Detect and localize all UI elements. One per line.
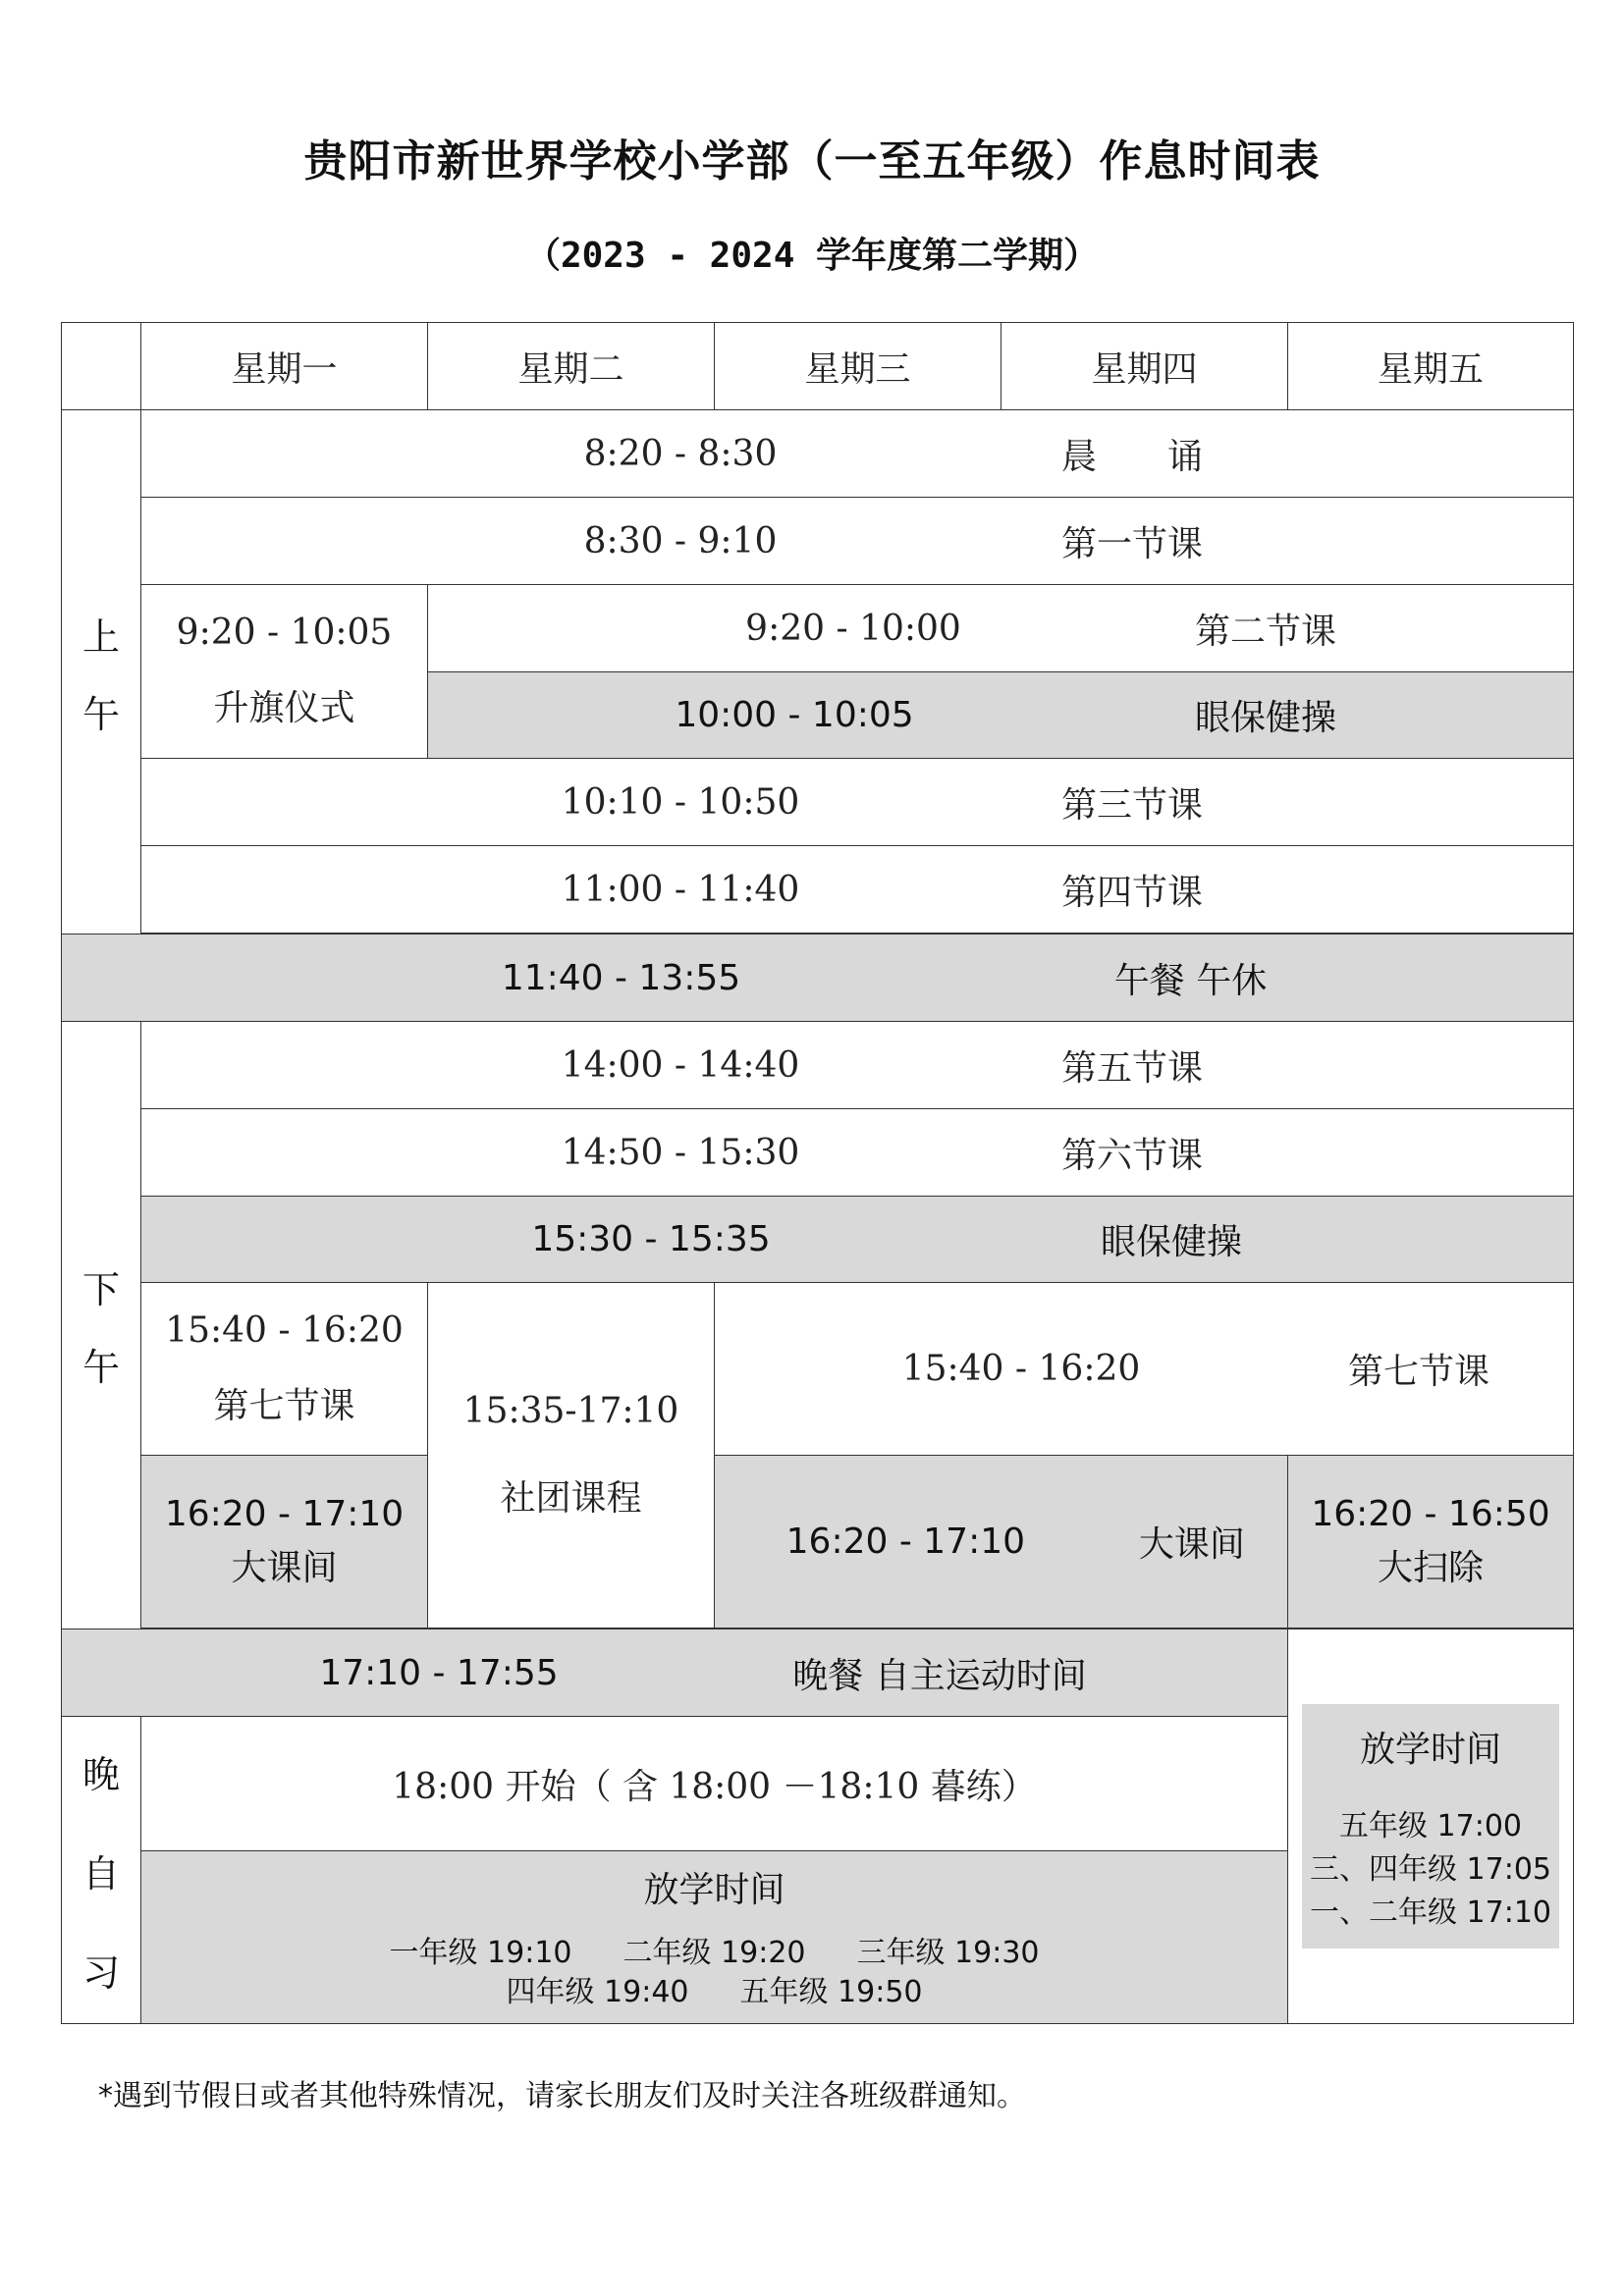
eye-exercise-morning-time: 10:00 - 10:05 bbox=[675, 695, 914, 735]
schedule-table bbox=[61, 322, 1574, 2024]
eye-exercise-afternoon-time: 15:30 - 15:35 bbox=[531, 1219, 771, 1259]
dinner-name: 晚餐 自主运动时间 bbox=[792, 1655, 1087, 1696]
club-course-time: 15:35-17:10 bbox=[462, 1390, 679, 1431]
header-corner-cell bbox=[62, 323, 141, 410]
evening-label-char: 晚 bbox=[81, 1752, 120, 1796]
period1-name: 第一节课 bbox=[1060, 523, 1203, 564]
morning-label-cell bbox=[62, 410, 141, 934]
period3-row bbox=[141, 759, 1574, 846]
period7-name: 第七节课 bbox=[1347, 1352, 1489, 1392]
period2-name: 第二节课 bbox=[1194, 611, 1336, 652]
period5-name: 第五节课 bbox=[1060, 1047, 1203, 1089]
friday-cleaning-time: 16:20 - 16:50 bbox=[1311, 1493, 1550, 1534]
monday-break-name: 大课间 bbox=[231, 1547, 338, 1588]
period7-row bbox=[715, 1283, 1574, 1456]
footnote: *遇到节假日或者其他特殊情况，请家长朋友们及时关注各班级群通知。 bbox=[98, 2079, 1026, 2113]
period4-row bbox=[141, 846, 1574, 934]
page-title: 贵阳市新世界学校小学部（一至五年级）作息时间表 bbox=[303, 136, 1321, 187]
period6-time: 14:50 - 15:30 bbox=[561, 1132, 800, 1173]
period6-row bbox=[141, 1109, 1574, 1197]
eye-exercise-morning-row bbox=[428, 672, 1574, 759]
evening-start-row bbox=[141, 1717, 1288, 1851]
page-subtitle: （2023 - 2024 学年度第二学期） bbox=[524, 236, 1100, 276]
evening-dismissal-item: 一年级 19:10 bbox=[389, 1936, 572, 1970]
header-row bbox=[62, 323, 1574, 410]
friday-dismissal-line: 三、四年级 17:05 bbox=[1310, 1852, 1551, 1887]
dinner-row bbox=[62, 1629, 1288, 1717]
period4-name: 第四节课 bbox=[1060, 872, 1203, 913]
dinner-time: 17:10 - 17:55 bbox=[319, 1652, 559, 1693]
period6-name: 第六节课 bbox=[1060, 1135, 1203, 1176]
break-name: 大课间 bbox=[1138, 1524, 1245, 1565]
club-course-cell bbox=[428, 1283, 715, 1629]
monday-period7-time: 15:40 - 16:20 bbox=[165, 1309, 404, 1351]
eye-exercise-afternoon-row bbox=[141, 1197, 1574, 1283]
evening-dismissal-cell bbox=[141, 1851, 1288, 2024]
evening-dismissal-item: 三年级 19:30 bbox=[856, 1936, 1040, 1970]
period2-time: 9:20 - 10:00 bbox=[745, 608, 961, 649]
flag-ceremony-name: 升旗仪式 bbox=[213, 688, 355, 728]
friday-dismissal-title: 放学时间 bbox=[1359, 1730, 1501, 1770]
monday-period7-cell bbox=[141, 1283, 428, 1456]
header-thursday: 星期四 bbox=[1001, 323, 1288, 410]
club-course-name: 社团课程 bbox=[500, 1477, 642, 1519]
header-monday: 星期一 bbox=[141, 323, 428, 410]
flag-ceremony-cell bbox=[141, 585, 428, 759]
monday-break-cell bbox=[141, 1456, 428, 1629]
lunch-time: 11:40 - 13:55 bbox=[501, 957, 741, 998]
evening-start-text: 18:00 开始（ 含 18:00 －18:10 暮练） bbox=[392, 1766, 1037, 1807]
header-friday: 星期五 bbox=[1288, 323, 1574, 410]
friday-dismissal-line: 一、二年级 17:10 bbox=[1310, 1896, 1551, 1930]
friday-dismissal-cell bbox=[1288, 1629, 1574, 2024]
friday-dismissal-line: 五年级 17:00 bbox=[1339, 1809, 1522, 1843]
evening-dismissal-item: 二年级 19:20 bbox=[623, 1936, 806, 1970]
morning-label-bottom: 午 bbox=[81, 692, 120, 736]
recitation-time: 8:20 - 8:30 bbox=[583, 433, 778, 474]
recitation-name: 晨 诵 bbox=[1060, 436, 1203, 477]
afternoon-label-cell bbox=[62, 1022, 141, 1629]
evening-dismissal-line2 bbox=[481, 1973, 948, 2012]
period1-time: 8:30 - 9:10 bbox=[583, 520, 778, 561]
break-row bbox=[715, 1456, 1288, 1629]
eye-exercise-morning-name: 眼保健操 bbox=[1194, 698, 1336, 738]
evening-dismissal-title: 放学时间 bbox=[643, 1870, 785, 1910]
period2-row bbox=[428, 585, 1574, 672]
friday-dismissal-box bbox=[1302, 1704, 1559, 1949]
period7-time: 15:40 - 16:20 bbox=[901, 1349, 1141, 1389]
lunch-name: 午餐 午休 bbox=[1113, 960, 1268, 1001]
period3-time: 10:10 - 10:50 bbox=[561, 781, 800, 823]
evening-dismissal-item: 五年级 19:50 bbox=[739, 1975, 923, 2009]
evening-label-cell bbox=[62, 1717, 141, 2024]
header-tuesday: 星期二 bbox=[428, 323, 715, 410]
afternoon-label-bottom: 午 bbox=[81, 1346, 120, 1389]
monday-period7-name: 第七节课 bbox=[213, 1385, 355, 1426]
period1-row bbox=[141, 498, 1574, 585]
recitation-row bbox=[141, 410, 1574, 498]
period5-row bbox=[141, 1022, 1574, 1109]
morning-label-top: 上 bbox=[81, 614, 120, 659]
header-wednesday: 星期三 bbox=[715, 323, 1001, 410]
eye-exercise-afternoon-name: 眼保健操 bbox=[1100, 1222, 1242, 1262]
evening-label-char: 习 bbox=[81, 1950, 120, 1995]
period4-time: 11:00 - 11:40 bbox=[561, 869, 800, 910]
evening-label-char: 自 bbox=[81, 1851, 120, 1896]
break-time: 16:20 - 17:10 bbox=[785, 1522, 1026, 1562]
period3-name: 第三节课 bbox=[1060, 784, 1203, 826]
afternoon-label-top: 下 bbox=[81, 1268, 120, 1311]
flag-ceremony-time: 9:20 - 10:05 bbox=[176, 613, 393, 653]
evening-dismissal-item: 四年级 19:40 bbox=[506, 1975, 689, 2009]
evening-dismissal-line1 bbox=[364, 1934, 1065, 1973]
friday-cleaning-cell bbox=[1288, 1456, 1574, 1629]
monday-break-time: 16:20 - 17:10 bbox=[164, 1493, 405, 1534]
period5-time: 14:00 - 14:40 bbox=[561, 1044, 800, 1086]
friday-cleaning-name: 大扫除 bbox=[1377, 1547, 1484, 1588]
lunch-row bbox=[62, 934, 1574, 1022]
